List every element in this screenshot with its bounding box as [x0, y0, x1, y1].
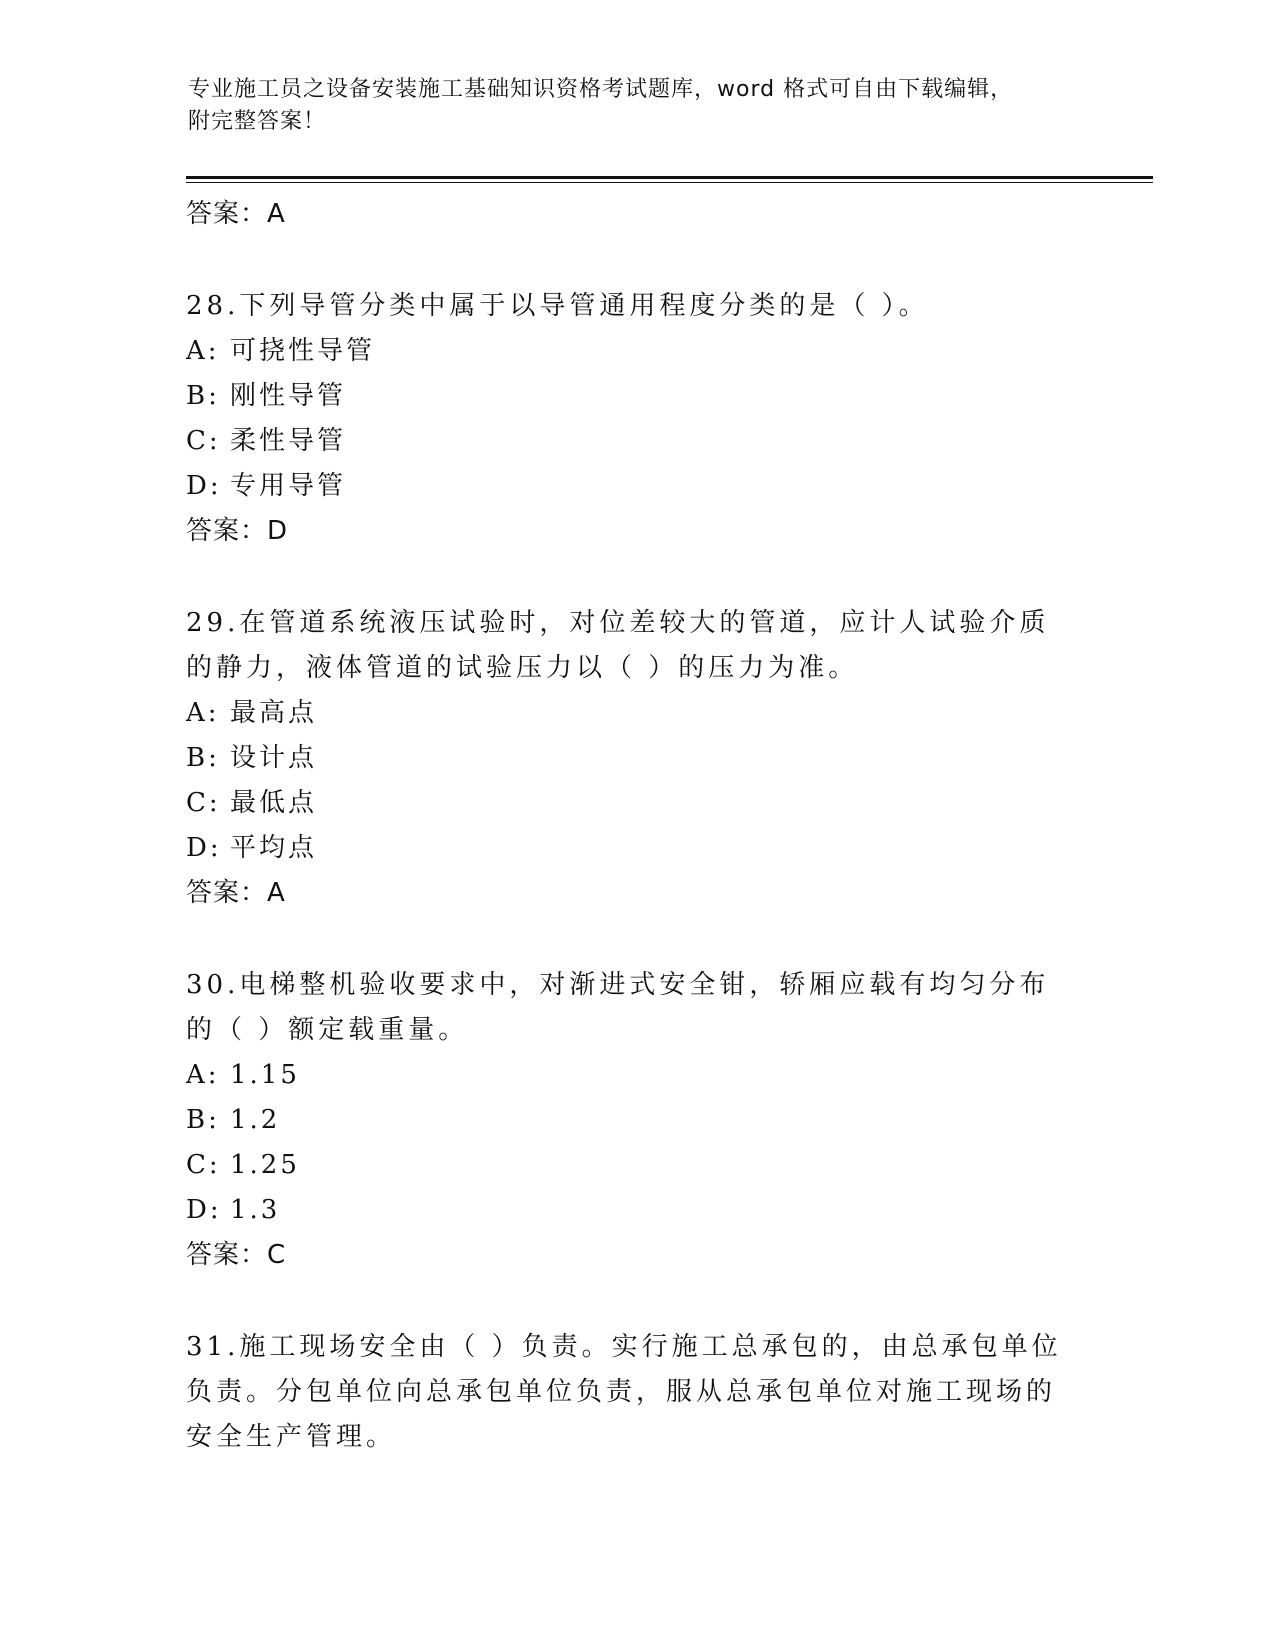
option-c: C: 最低点	[186, 788, 318, 818]
answer-line: 答案：C	[186, 1240, 287, 1270]
header-divider-thin	[186, 182, 1153, 183]
option-d: D: 专用导管	[186, 471, 347, 501]
option-a: A: 最高点	[186, 698, 318, 728]
question-31	[186, 1325, 1086, 1460]
option-a: A: 1.15	[186, 1060, 300, 1090]
option-b: B: 1.2	[186, 1105, 281, 1135]
previous-answer: 答案：A	[186, 199, 286, 229]
header-line-1: 专业施工员之设备安装施工基础知识资格考试题库，word 格式可自由下载编辑，	[188, 77, 1014, 102]
question-stem: 30.电梯整机验收要求中，对渐进式安全钳，轿厢应载有均匀分布的（ ）额定载重量。	[186, 970, 1050, 1045]
option-d: D: 平均点	[186, 833, 318, 863]
question-28	[186, 284, 1086, 553]
question-29	[186, 601, 1086, 915]
option-a: A: 可挠性导管	[186, 336, 376, 366]
document-header	[188, 74, 1068, 138]
question-stem: 28.下列导管分类中属于以导管通用程度分类的是（ ）。	[186, 291, 929, 321]
header-line-2: 附完整答案！	[188, 109, 327, 134]
option-c: C: 柔性导管	[186, 426, 347, 456]
option-b: B: 设计点	[186, 743, 318, 773]
answer-line: 答案：D	[186, 516, 289, 546]
option-c: C: 1.25	[186, 1150, 300, 1180]
question-stem: 29.在管道系统液压试验时，对位差较大的管道，应计人试验介质的静力，液体管道的试验压力以（ ）的压力为准。	[186, 608, 1050, 683]
question-stem: 31.施工现场安全由（ ）负责。实行施工总承包的，由总承包单位负责。分包单位向总承包单位负责，服从总承包单位对施工现场的安全生产管理。	[186, 1332, 1062, 1452]
header-divider-thick	[186, 176, 1153, 179]
option-d: D: 1.3	[186, 1195, 281, 1225]
question-30	[186, 963, 1086, 1277]
question-list	[186, 192, 1086, 1460]
option-b: B: 刚性导管	[186, 381, 347, 411]
answer-line: 答案：A	[186, 878, 286, 908]
